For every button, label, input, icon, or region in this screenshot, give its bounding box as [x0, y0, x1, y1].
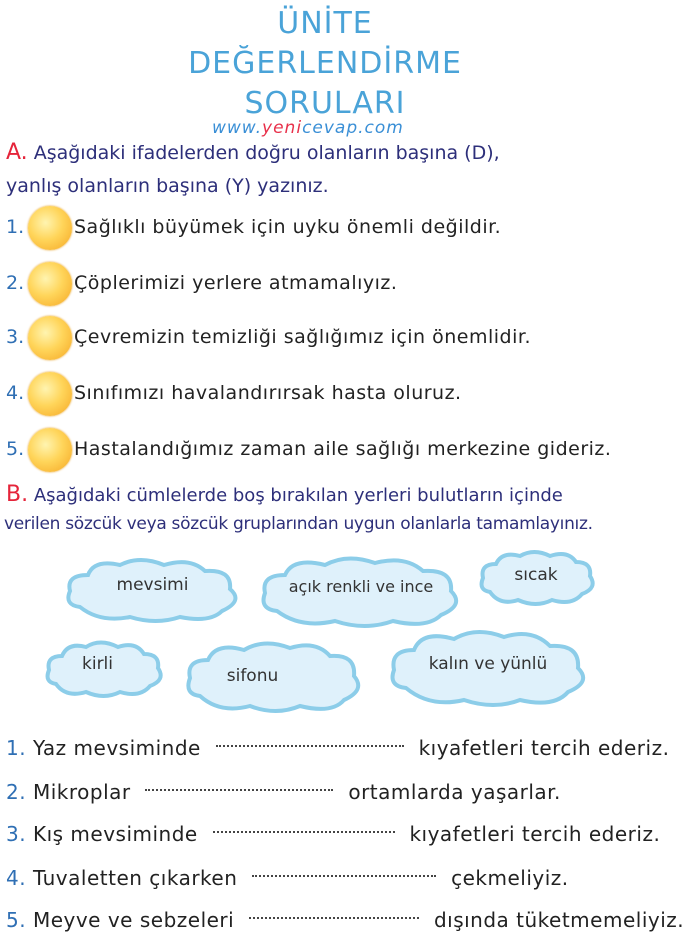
cloud-word: kalın ve yünlü	[428, 654, 548, 674]
item-statement: Çöplerimizi yerlere atmamalıyız.	[74, 272, 398, 294]
sentence-end: kıyafetleri tercih ederiz.	[418, 736, 670, 760]
section-b-instruction-line2: verilen sözcük veya sözcük gruplarından uygun olanlarla tamamlayınız.	[4, 514, 593, 534]
item-number: 3.	[6, 822, 27, 846]
fill-blank-item	[6, 866, 646, 896]
cloud-word: sıcak	[514, 565, 558, 585]
answer-sun-circle[interactable]	[28, 316, 72, 360]
section-b-letter: B.	[6, 482, 29, 507]
watermark: www.yenicevap.com	[212, 118, 404, 138]
blank-line[interactable]	[249, 917, 419, 919]
sentence-start: Yaz mevsiminde	[32, 736, 201, 760]
sentence-end: ortamlarda yaşarlar.	[348, 780, 561, 804]
title-line-2: DEĞERLENDİRME	[188, 46, 462, 81]
true-false-item	[6, 372, 646, 416]
true-false-item	[6, 262, 646, 306]
section-a-instruction-line2: yanlış olanların başına (Y) yazınız.	[6, 175, 329, 197]
true-false-item	[6, 206, 646, 250]
item-statement: Sınıfımızı havalandırırsak hasta oluruz.	[74, 382, 462, 404]
word-cloud	[42, 638, 164, 700]
section-b-heading	[6, 482, 563, 507]
section-a-instruction-line1: Aşağıdaki ifadelerden doğru olanların başına (D),	[33, 142, 500, 164]
item-statement: Hastalandığımız zaman aile sağlığı merkezine gideriz.	[74, 438, 612, 460]
blank-line[interactable]	[252, 875, 436, 877]
sentence-start: Mikroplar	[32, 780, 131, 804]
item-number: 4.	[6, 382, 25, 404]
blank-line[interactable]	[145, 789, 333, 791]
fill-blank-item	[6, 736, 670, 766]
sentence-end: kıyafetleri tercih ederiz.	[409, 822, 661, 846]
word-cloud	[255, 553, 467, 631]
sentence-start: Kış mevsiminde	[32, 822, 198, 846]
cloud-word: mevsimi	[116, 575, 189, 595]
sentence-start: Tuvaletten çıkarken	[32, 866, 238, 890]
section-a-letter: A.	[6, 140, 28, 165]
item-statement: Sağlıklı büyümek için uyku önemli değildir.	[74, 216, 502, 238]
section-b-instruction-line1: Aşağıdaki cümlelerde boş bırakılan yerleri bulutların içinde	[33, 485, 563, 506]
answer-sun-circle[interactable]	[28, 372, 72, 416]
item-statement: Çevremizin temizliği sağlığımız için önemlidir.	[74, 326, 531, 348]
sentence-end: çekmeliyiz.	[451, 866, 569, 890]
word-cloud	[476, 548, 596, 608]
cloud-word: kirli	[82, 654, 114, 674]
item-number: 1.	[6, 736, 27, 760]
fill-blank-item	[6, 908, 684, 938]
fill-blank-item	[6, 780, 646, 810]
true-false-item	[6, 428, 646, 472]
item-number: 1.	[6, 216, 25, 238]
answer-sun-circle[interactable]	[28, 206, 72, 250]
fill-blank-item	[6, 822, 661, 852]
blank-line[interactable]	[216, 745, 404, 747]
item-number: 4.	[6, 866, 27, 890]
item-number: 5.	[6, 908, 27, 932]
word-cloud	[384, 626, 592, 710]
word-cloud	[180, 638, 365, 716]
item-number: 2.	[6, 780, 27, 804]
item-number: 5.	[6, 438, 25, 460]
item-number: 3.	[6, 326, 25, 348]
sentence-end: dışında tüketmemeliyiz.	[433, 908, 684, 932]
sentence-start: Meyve ve sebzeleri	[32, 908, 235, 932]
cloud-word: açık renkli ve ince	[288, 577, 434, 596]
item-number: 2.	[6, 272, 25, 294]
true-false-item	[6, 316, 646, 360]
title-line-1: ÜNİTE	[277, 6, 373, 41]
section-a-heading	[6, 140, 500, 165]
answer-sun-circle[interactable]	[28, 262, 72, 306]
blank-line[interactable]	[213, 831, 395, 833]
title-line-3: SORULARI	[244, 86, 406, 121]
answer-sun-circle[interactable]	[28, 428, 72, 472]
word-cloud	[60, 555, 245, 625]
cloud-word: sifonu	[226, 666, 279, 686]
